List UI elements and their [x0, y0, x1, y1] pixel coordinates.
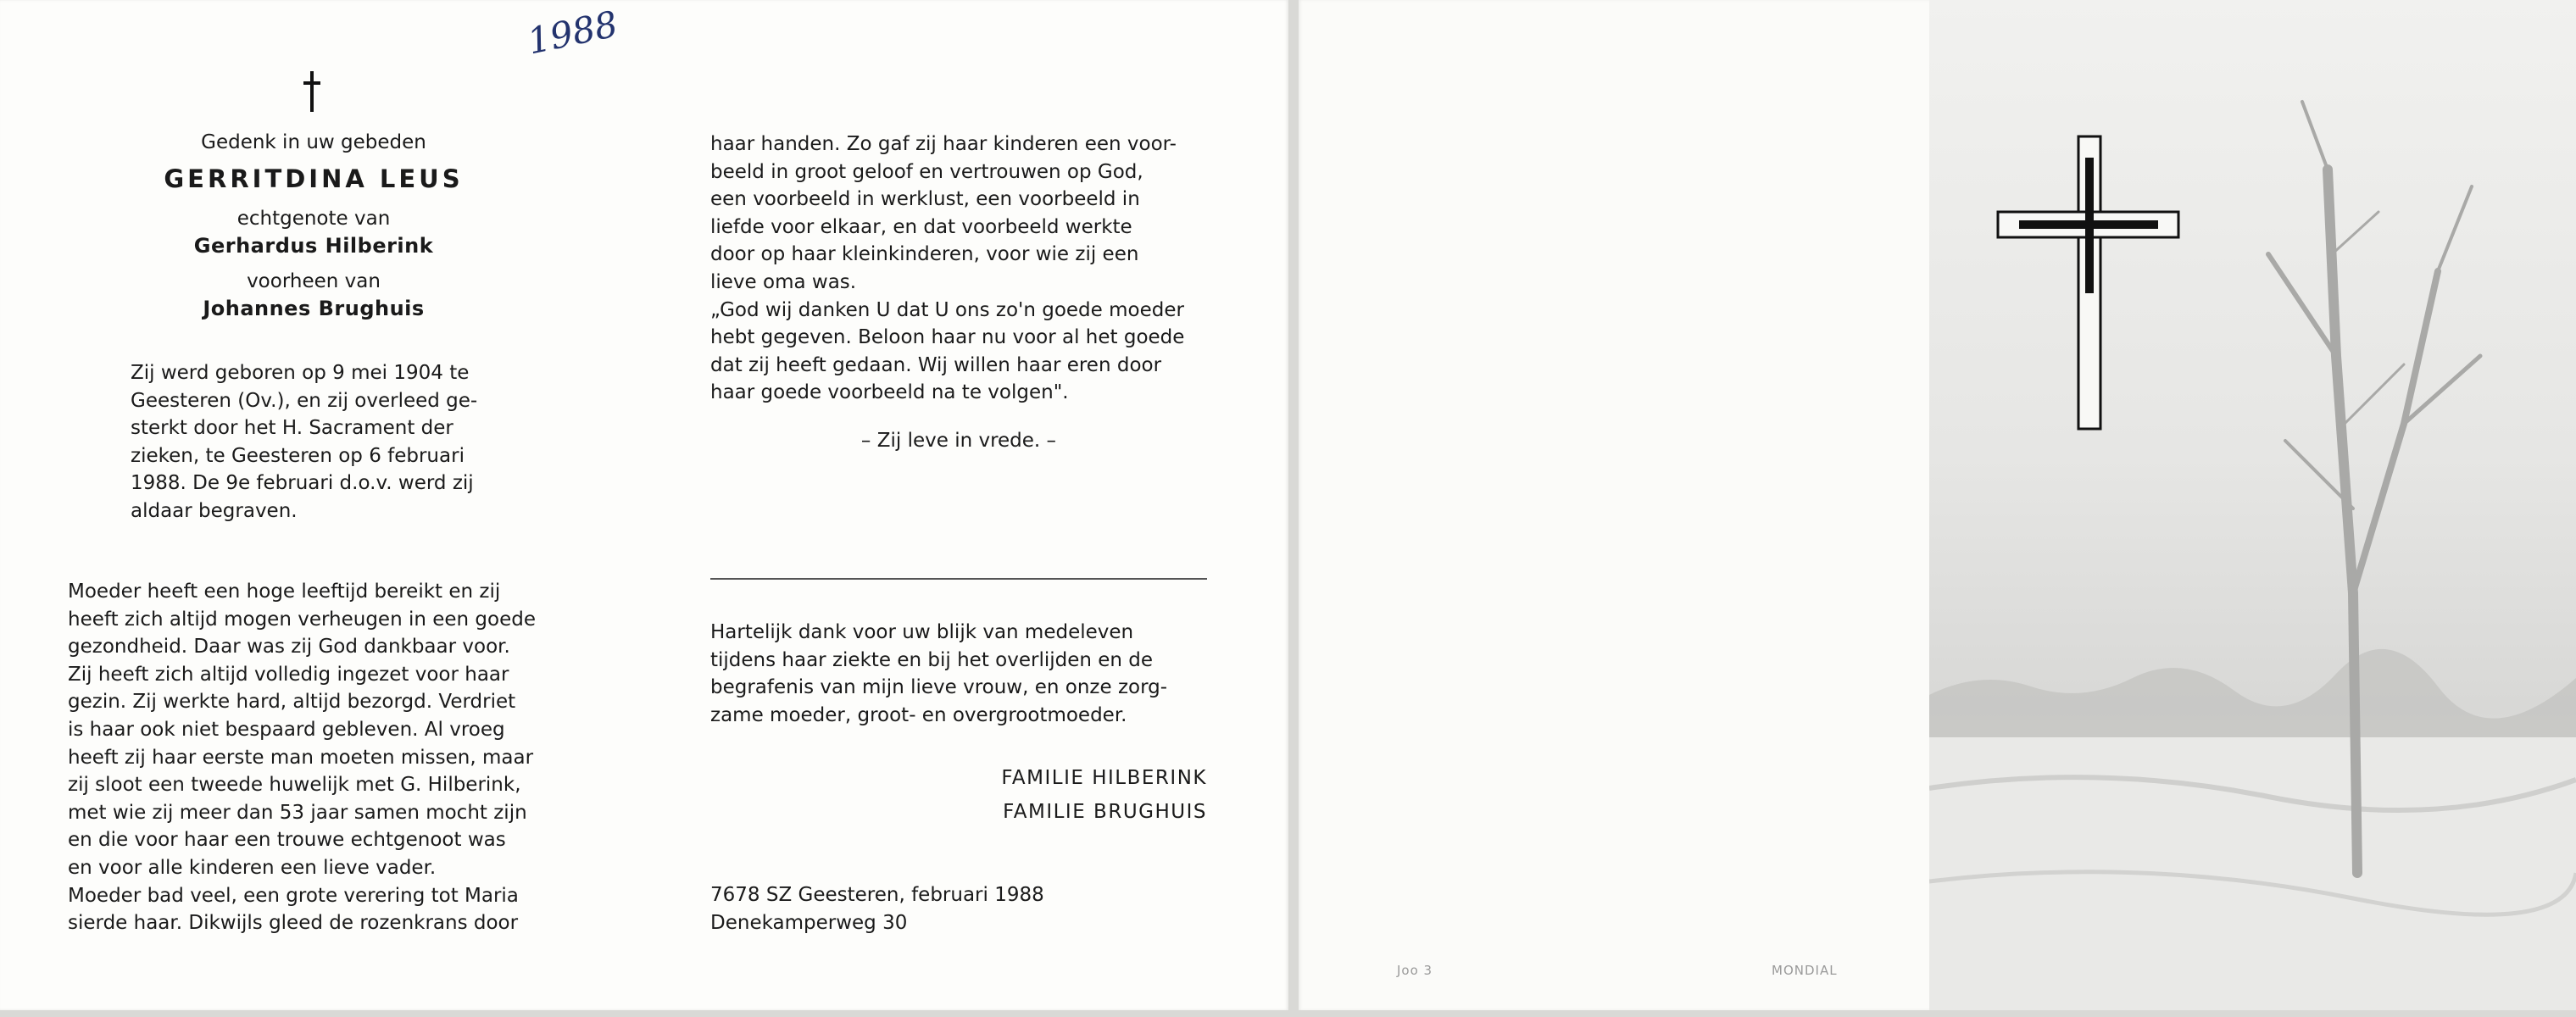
text-line: met wie zij meer dan 53 jaar samen mocht zijn [68, 801, 527, 824]
winter-landscape-photo [1929, 0, 2576, 1010]
family-name: FAMILIE HILBERINK [1001, 767, 1207, 789]
text-line: tijdens haar ziekte en bij het overlijden en de [710, 648, 1154, 671]
text-line: Moeder heeft een hoge leeftijd bereikt en zij [68, 581, 501, 603]
text-line: heeft zich altijd mogen verheugen in een goede [68, 608, 536, 631]
family-name: FAMILIE BRUGHUIS [1003, 801, 1207, 823]
text-line: gezin. Zij werkte hard, altijd bezorgd. Verdriet [68, 691, 516, 714]
text-line: zij sloot een tweede huwelijk met G. Hilberink, [68, 774, 521, 797]
text-line: en voor alle kinderen een lieve vader. [68, 856, 437, 879]
text-line: gezondheid. Daar was zij God dankbaar voor. [68, 636, 510, 659]
deceased-name: GERRITDINA LEUS [164, 164, 464, 193]
spouse-name: Gerhardus Hilberink [193, 234, 434, 258]
text-line: is haar ook niet bespaard gebleven. Al vroeg [68, 718, 505, 741]
text-line: Zij heeft zich altijd volledig ingezet voor haar [68, 663, 509, 686]
intro-line: Gedenk in uw gebeden [201, 131, 426, 153]
landscape-illustration [1929, 0, 2576, 1010]
blessing-line: – Zij leve in vrede. – [860, 430, 1057, 452]
text-line: 1988. De 9e februari d.o.v. werd zij [131, 472, 474, 495]
text-line: en die voor haar een trouwe echtgenoot was [68, 829, 506, 852]
former-spouse-name: Johannes Brughuis [203, 297, 425, 320]
text-line: haar goede voorbeeld na te volgen". [710, 381, 1069, 404]
text-line: liefde voor elkaar, en dat voorbeeld werkte [710, 215, 1132, 238]
text-line: heeft zij haar eerste man moeten missen, maar [68, 746, 534, 769]
address-line: 7678 SZ Geesteren, februari 1988 [710, 884, 1044, 906]
family-signatures [710, 761, 1207, 829]
text-line: beeld in groot geloof en vertrouwen op God, [710, 160, 1143, 183]
text-line: dat zij heeft gedaan. Wij willen haar eren door [710, 353, 1162, 376]
large-cross-icon [1998, 136, 2178, 429]
spouse-label: echtgenote van [236, 208, 391, 230]
memorial-text-left [68, 578, 568, 937]
text-line: Geesteren (Ov.), en zij overleed ge- [131, 389, 478, 412]
imprint-code: Joo 3 [1397, 963, 1433, 978]
text-line: haar handen. Zo gaf zij haar kinderen een voor- [710, 133, 1177, 155]
text-line: Moeder bad veel, een grote verering tot Maria [68, 884, 519, 907]
divider [710, 578, 1207, 580]
text-line: zieken, te Geesteren op 6 februari [131, 444, 465, 467]
text-line: begrafenis van mijn lieve vrouw, en onze zorg- [710, 676, 1168, 699]
text-line: „God wij danken U dat U ons zo'n goede moeder [710, 298, 1184, 321]
text-line: aldaar begraven. [131, 499, 298, 522]
text-line: sterkt door het H. Sacrament der [131, 417, 453, 440]
bio-paragraph [131, 359, 504, 525]
text-line: door op haar kleinkinderen, voor wie zij een [710, 243, 1139, 266]
memorial-text-right [710, 131, 1207, 407]
text-line: Zij werd geboren op 9 mei 1904 te [131, 362, 470, 384]
text-line: sierde haar. Dikwijls gleed de rozenkrans door [68, 912, 519, 935]
text-line: hebt gegeven. Beloon haar nu voor al het goede [710, 326, 1185, 349]
address-line: Denekamperweg 30 [710, 911, 908, 934]
handwritten-year: 1988 [524, 3, 621, 63]
text-line: lieve oma was. [710, 270, 857, 293]
address-block [710, 881, 1207, 936]
text-line: Hartelijk dank voor uw blijk van medeleven [710, 621, 1134, 643]
thanks-paragraph [710, 619, 1207, 729]
text-line: zame moeder, groot- en overgrootmoeder. [710, 703, 1127, 726]
card-text-spread [0, 0, 1288, 1010]
text-line: een voorbeeld in werklust, een voorbeeld in [710, 188, 1140, 211]
former-label: voorheen van [247, 270, 381, 292]
cross-icon [303, 71, 320, 112]
imprint-publisher: MONDIAL [1772, 963, 1838, 978]
